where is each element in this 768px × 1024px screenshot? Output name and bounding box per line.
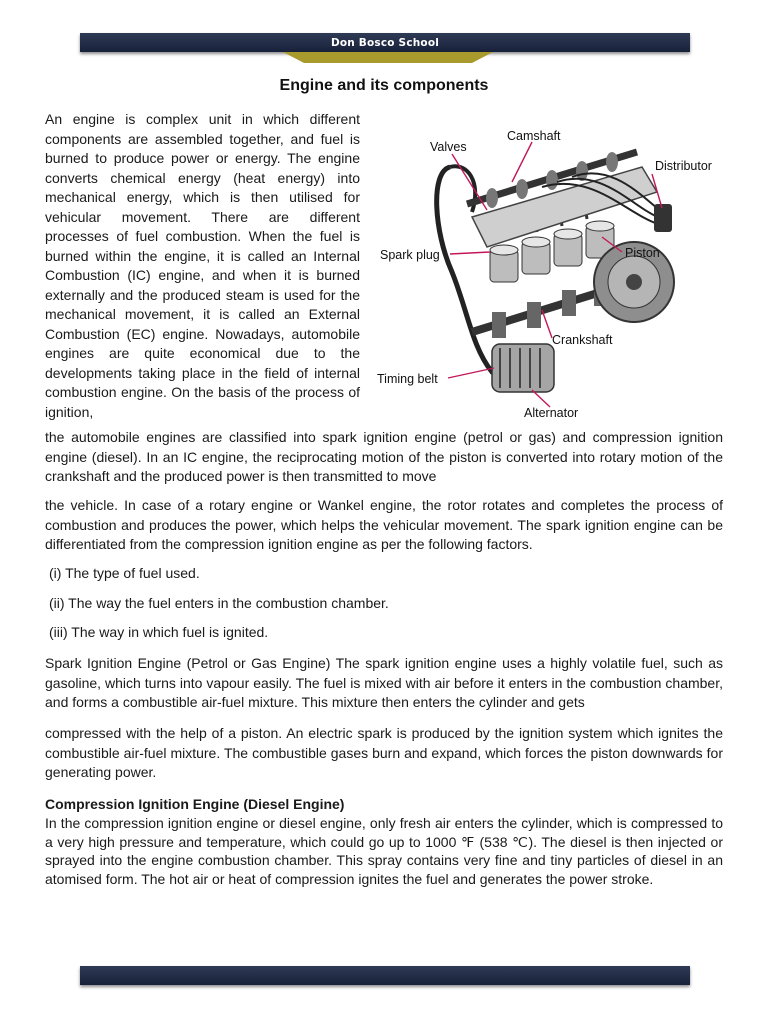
label-alternator: Alternator xyxy=(524,406,579,420)
header-band xyxy=(80,33,690,52)
label-valves: Valves xyxy=(430,140,467,154)
label-piston: Piston xyxy=(625,246,660,260)
page-title: Engine and its components xyxy=(279,77,489,94)
label-timing-belt: Timing belt xyxy=(377,372,438,386)
factor-item-1: (i) The type of fuel used. xyxy=(49,565,200,581)
factor-item-2: (ii) The way the fuel enters in the combustion chamber. xyxy=(49,595,389,611)
label-crankshaft: Crankshaft xyxy=(552,333,613,347)
paragraph-classification: the automobile engines are classified into spark ignition engine (petrol or gas) and compression ignition engine (diesel). In an IC engine, the reciprocating motion of the piston is converted into rotary motion of the crankshaft and the produced power is then transmitted to move xyxy=(45,429,723,484)
paragraph-compression-ignition: In the compression ignition engine or diesel engine, only fresh air enters the cylinder, which is compressed to a very high pressure and temperature, which could go up to 1000 ℉ (538 ℃). The diesel is then injected or sprayed into the engine combustion chamber. This spray contains very fine and tiny particles of diesel in an atomised form. The hot air or heat of compression ignites the fuel and generates the power stroke. xyxy=(45,815,723,887)
label-spark-plug: Spark plug xyxy=(380,248,440,262)
factor-item-3: (iii) The way in which fuel is ignited. xyxy=(49,624,269,640)
heading-compression-ignition: Compression Ignition Engine (Diesel Engine) xyxy=(45,796,345,812)
label-distributor: Distributor xyxy=(655,159,712,173)
school-name: Don Bosco School xyxy=(330,37,440,49)
paragraph-rotary-engine: the vehicle. In case of a rotary engine or Wankel engine, the rotor rotates and completes the process of combustion and produces the power, which helps the vehicular movement. The spark ignition engine can be differentiated from the compression ignition engine as per the following factors. xyxy=(45,497,723,552)
paragraph-spark-ignition: Spark Ignition Engine (Petrol or Gas Engine) The spark ignition engine uses a highly volatile fuel, such as gasoline, which turns into vapour easily. The fuel is mixed with air before it enters in the combustion chamber, and forms a combustible air-fuel mixture. This mixture then enters the cylinder and gets xyxy=(45,655,723,710)
label-camshaft: Camshaft xyxy=(507,129,561,143)
engine-diagram xyxy=(372,122,732,427)
header-decoration xyxy=(283,52,493,63)
alternator-shape xyxy=(492,344,554,392)
footer-band xyxy=(80,966,690,985)
paragraph-spark-ignition-cont: compressed with the help of a piston. An electric spark is produced by the ignition system which ignites the combustible air-fuel mixture. The combustible gases burn and expand, which forces the piston downwards for generating power. xyxy=(45,725,723,780)
intro-paragraph: An engine is complex unit in which different components are assembled together, and fuel is burned to produce power or energy. The engine converts chemical energy (heat energy) into mechanical energy, which is then utilised for vehicular movement. There are different processes of fuel combustion. When the fuel is burned within the engine, it is called an Internal Combustion (IC) engine, and when it is burned externally and the produced steam is used for the mechanical movement, it is called an External Combustion (EC) engine. Nowadays, automobile engines are quite economical due to the developments taking place in the field of internal combustion engine. On the basis of the process of ignition, xyxy=(45,111,360,420)
